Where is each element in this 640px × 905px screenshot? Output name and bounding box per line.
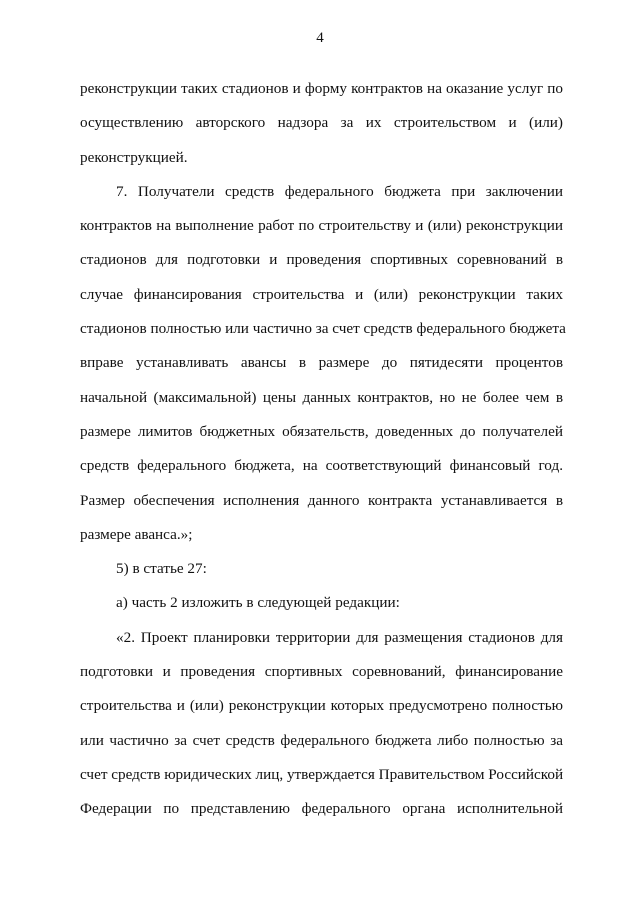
text-line: а) часть 2 изложить в следующей редакции: xyxy=(116,594,400,612)
text-line: реконструкцией. xyxy=(80,148,188,166)
text-line: вправе устанавливать авансы в размере до пятидесяти процентов xyxy=(80,354,563,372)
text-line: средств федерального бюджета, на соответствующий финансовый год. xyxy=(80,457,563,475)
text-line: размере аванса.»; xyxy=(80,525,193,543)
text-line: стадионов полностью или частично за счет средств федерального бюджета xyxy=(80,320,566,338)
text-line: осуществлению авторского надзора за их строительством и (или) xyxy=(80,114,563,132)
page-number: 4 xyxy=(316,30,324,46)
text-line: 5) в статье 27: xyxy=(116,560,207,578)
document-body xyxy=(80,72,566,827)
text-line: размере лимитов бюджетных обязательств, доведенных до получателей xyxy=(80,422,563,440)
text-line: счет средств юридических лиц, утверждается Правительством Российской xyxy=(80,765,564,783)
text-line: Федерации по представлению федерального органа исполнительной xyxy=(80,800,563,818)
text-line: Размер обеспечения исполнения данного контракта устанавливается в xyxy=(80,491,563,509)
text-line: подготовки и проведения спортивных соревнований, финансирование xyxy=(80,663,563,681)
text-line: случае финансирования строительства и (или) реконструкции таких xyxy=(80,285,563,303)
text-line: или частично за счет средств федерального бюджета либо полностью за xyxy=(80,731,563,749)
text-line: стадионов для подготовки и проведения спортивных соревнований в xyxy=(80,251,563,269)
text-line: «2. Проект планировки территории для размещения стадионов для xyxy=(116,628,563,646)
text-line: начальной (максимальной) цены данных контрактов, но не более чем в xyxy=(80,388,563,406)
text-line: контрактов на выполнение работ по строительству и (или) реконструкции xyxy=(80,217,563,235)
text-line: реконструкции таких стадионов и форму контрактов на оказание услуг по xyxy=(80,80,563,97)
text-line: строительства и (или) реконструкции которых предусмотрено полностью xyxy=(80,697,563,715)
text-line: 7. Получатели средств федерального бюджета при заключении xyxy=(116,182,563,200)
